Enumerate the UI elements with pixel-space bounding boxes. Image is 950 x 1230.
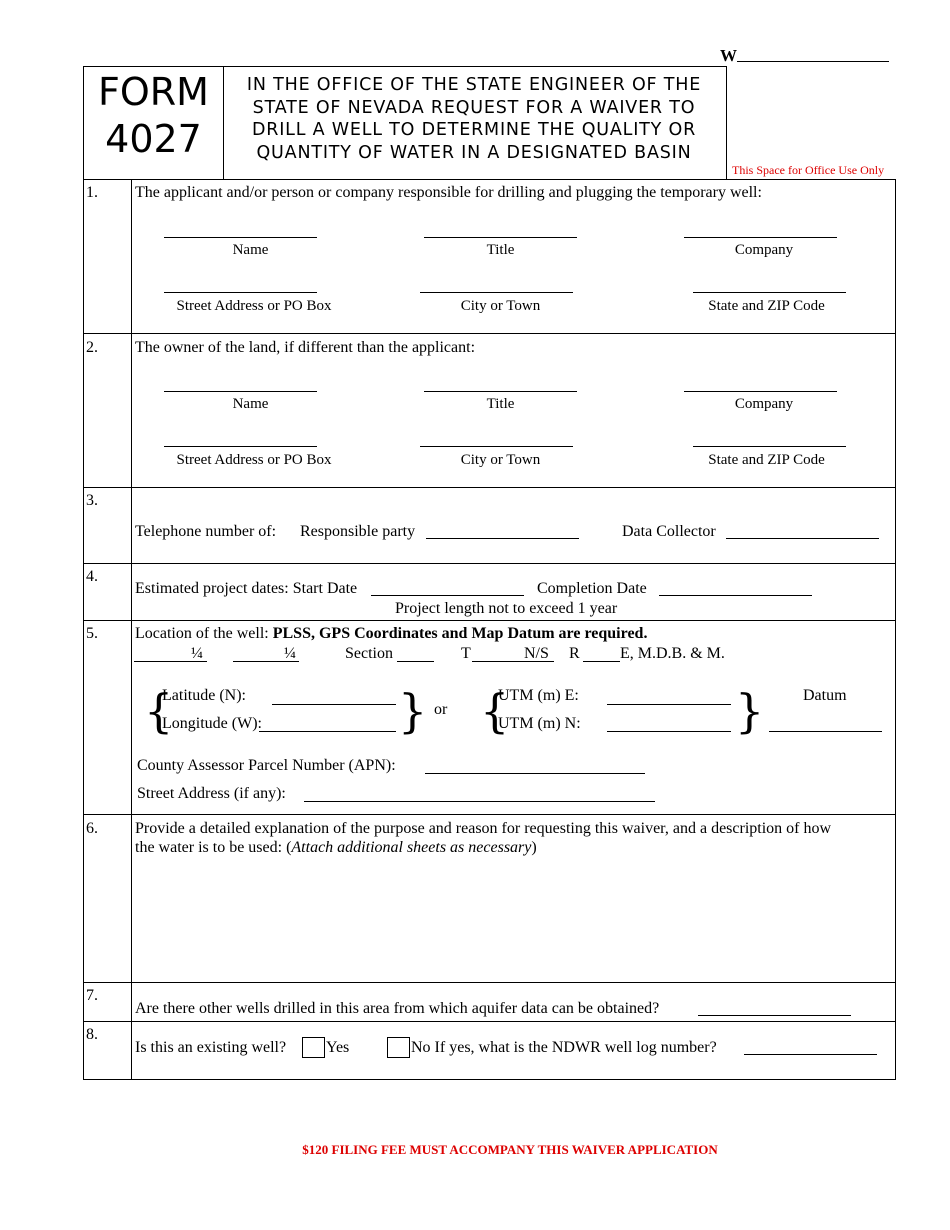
applicant-state-zip-field[interactable]	[693, 292, 846, 293]
applicant-title-field[interactable]	[424, 237, 577, 238]
owner-state-zip-field[interactable]	[693, 446, 846, 447]
or-label: or	[434, 701, 448, 718]
location-required-note: PLSS, GPS Coordinates and Map Datum are required.	[272, 625, 648, 642]
utm-east-field[interactable]	[607, 704, 731, 705]
completion-date-field[interactable]	[659, 595, 812, 596]
applicant-street-field[interactable]	[164, 292, 317, 293]
utm-north-label: UTM (m) N:	[498, 715, 581, 732]
section-field[interactable]	[397, 661, 434, 662]
section-number: 7.	[86, 987, 98, 1004]
responsible-party-label: Responsible party	[300, 523, 416, 540]
township-label: T	[461, 645, 471, 662]
applicant-name-field[interactable]	[164, 237, 317, 238]
owner-company-field[interactable]	[684, 391, 837, 392]
section-number: 6.	[86, 820, 98, 837]
field-label: State and ZIP Code	[708, 452, 825, 468]
section-label: Section	[345, 645, 393, 662]
no-checkbox[interactable]	[387, 1037, 410, 1058]
owner-instruction: The owner of the land, if different than the applicant:	[135, 339, 476, 356]
left-brace-icon: {	[480, 684, 510, 738]
right-brace-icon: }	[735, 684, 765, 738]
other-wells-question: Are there other wells drilled in this area from which aquifer data can be obtained?	[135, 1000, 660, 1017]
responsible-party-phone-field[interactable]	[426, 538, 579, 539]
data-collector-phone-field[interactable]	[726, 538, 879, 539]
field-label: Name	[232, 396, 269, 412]
field-label: Company	[734, 396, 794, 412]
quarter-2-symbol: ¼	[284, 645, 296, 662]
ns-label: N/S	[524, 645, 549, 662]
well-log-number-field[interactable]	[744, 1054, 877, 1055]
section-number: 1.	[86, 184, 98, 201]
instruction-text: the water is to be used: (	[135, 839, 292, 856]
data-collector-label: Data Collector	[622, 523, 716, 540]
latitude-label: Latitude (N):	[162, 687, 246, 704]
range-field[interactable]	[583, 661, 620, 662]
owner-name-field[interactable]	[164, 391, 317, 392]
field-label: Title	[486, 396, 515, 412]
utm-east-label: UTM (m) E:	[498, 687, 579, 704]
instruction-close: )	[531, 839, 537, 856]
field-label: Street Address or PO Box	[176, 298, 332, 314]
yes-label: Yes	[326, 1039, 350, 1056]
meridian-label: E, M.D.B. & M.	[620, 645, 725, 662]
existing-well-question: Is this an existing well?	[135, 1039, 287, 1056]
utm-north-field[interactable]	[607, 731, 731, 732]
apn-field[interactable]	[425, 773, 645, 774]
datum-label: Datum	[803, 687, 847, 704]
street-address-field[interactable]	[304, 801, 655, 802]
form-word: FORM	[98, 70, 209, 114]
location-instruction	[135, 625, 647, 643]
field-label: Title	[486, 242, 515, 258]
quarter-1-symbol: ¼	[191, 645, 203, 662]
office-use-label: This Space for Office Use Only	[732, 163, 885, 177]
field-label: City or Town	[460, 298, 541, 314]
number-column-divider	[131, 179, 132, 1079]
instruction-italic: Attach additional sheets as necessary	[291, 839, 532, 856]
section-number: 8.	[86, 1026, 98, 1043]
latitude-field[interactable]	[272, 704, 396, 705]
explanation-instruction-line-1: Provide a detailed explanation of the purpose and reason for requesting this waiver, and a description of how	[135, 820, 832, 837]
explanation-instruction-line-2	[135, 839, 537, 857]
field-label: Company	[734, 242, 794, 258]
longitude-field[interactable]	[259, 731, 396, 732]
apn-label: County Assessor Parcel Number (APN):	[137, 757, 396, 774]
w-label: W	[720, 46, 737, 65]
owner-title-field[interactable]	[424, 391, 577, 392]
row-divider	[83, 487, 895, 488]
no-label: No If yes, what is the NDWR well log number?	[411, 1039, 717, 1056]
owner-city-field[interactable]	[420, 446, 573, 447]
form-title	[224, 74, 724, 164]
street-address-label: Street Address (if any):	[137, 785, 286, 802]
applicant-company-field[interactable]	[684, 237, 837, 238]
location-intro: Location of the well:	[135, 625, 269, 642]
longitude-label: Longitude (W):	[162, 715, 262, 732]
completion-date-label: Completion Date	[537, 580, 647, 597]
row-divider	[83, 620, 895, 621]
range-label: R	[569, 645, 580, 662]
title-line-1: IN THE OFFICE OF THE STATE ENGINEER OF THE	[246, 75, 702, 95]
applicant-city-field[interactable]	[420, 292, 573, 293]
field-label: Street Address or PO Box	[176, 452, 332, 468]
field-label: City or Town	[460, 452, 541, 468]
start-date-field[interactable]	[371, 595, 524, 596]
section-number: 3.	[86, 492, 98, 509]
title-line-4: QUANTITY OF WATER IN A DESIGNATED BASIN	[256, 142, 692, 163]
telephone-label: Telephone number of:	[135, 523, 277, 540]
explanation-textarea[interactable]	[133, 862, 893, 980]
yes-checkbox[interactable]	[302, 1037, 325, 1058]
row-divider	[83, 333, 895, 334]
w-number-field[interactable]	[737, 61, 889, 62]
row-divider	[83, 563, 895, 564]
row-divider	[83, 814, 895, 815]
field-label: Name	[232, 242, 269, 258]
field-label: State and ZIP Code	[708, 298, 825, 314]
title-line-3: DRILL A WELL TO DETERMINE THE QUALITY OR	[251, 120, 697, 140]
row-divider	[83, 1021, 895, 1022]
section-number: 5.	[86, 625, 98, 642]
left-brace-icon: {	[144, 684, 174, 738]
row-divider	[83, 982, 895, 983]
right-brace-icon: }	[398, 684, 428, 738]
section-number: 4.	[86, 568, 98, 585]
form-number: 4027	[105, 117, 202, 161]
other-wells-field[interactable]	[698, 1015, 851, 1016]
filing-fee-notice: $120 FILING FEE MUST ACCOMPANY THIS WAIVER APPLICATION	[302, 1142, 718, 1157]
owner-street-field[interactable]	[164, 446, 317, 447]
applicant-instruction: The applicant and/or person or company responsible for drilling and plugging the temporary well:	[135, 184, 762, 201]
section-number: 2.	[86, 339, 98, 356]
start-date-label: Estimated project dates: Start Date	[135, 580, 358, 597]
project-length-note: Project length not to exceed 1 year	[395, 600, 618, 617]
title-line-2: STATE OF NEVADA REQUEST FOR A WAIVER TO	[252, 97, 696, 118]
datum-field[interactable]	[769, 731, 882, 732]
